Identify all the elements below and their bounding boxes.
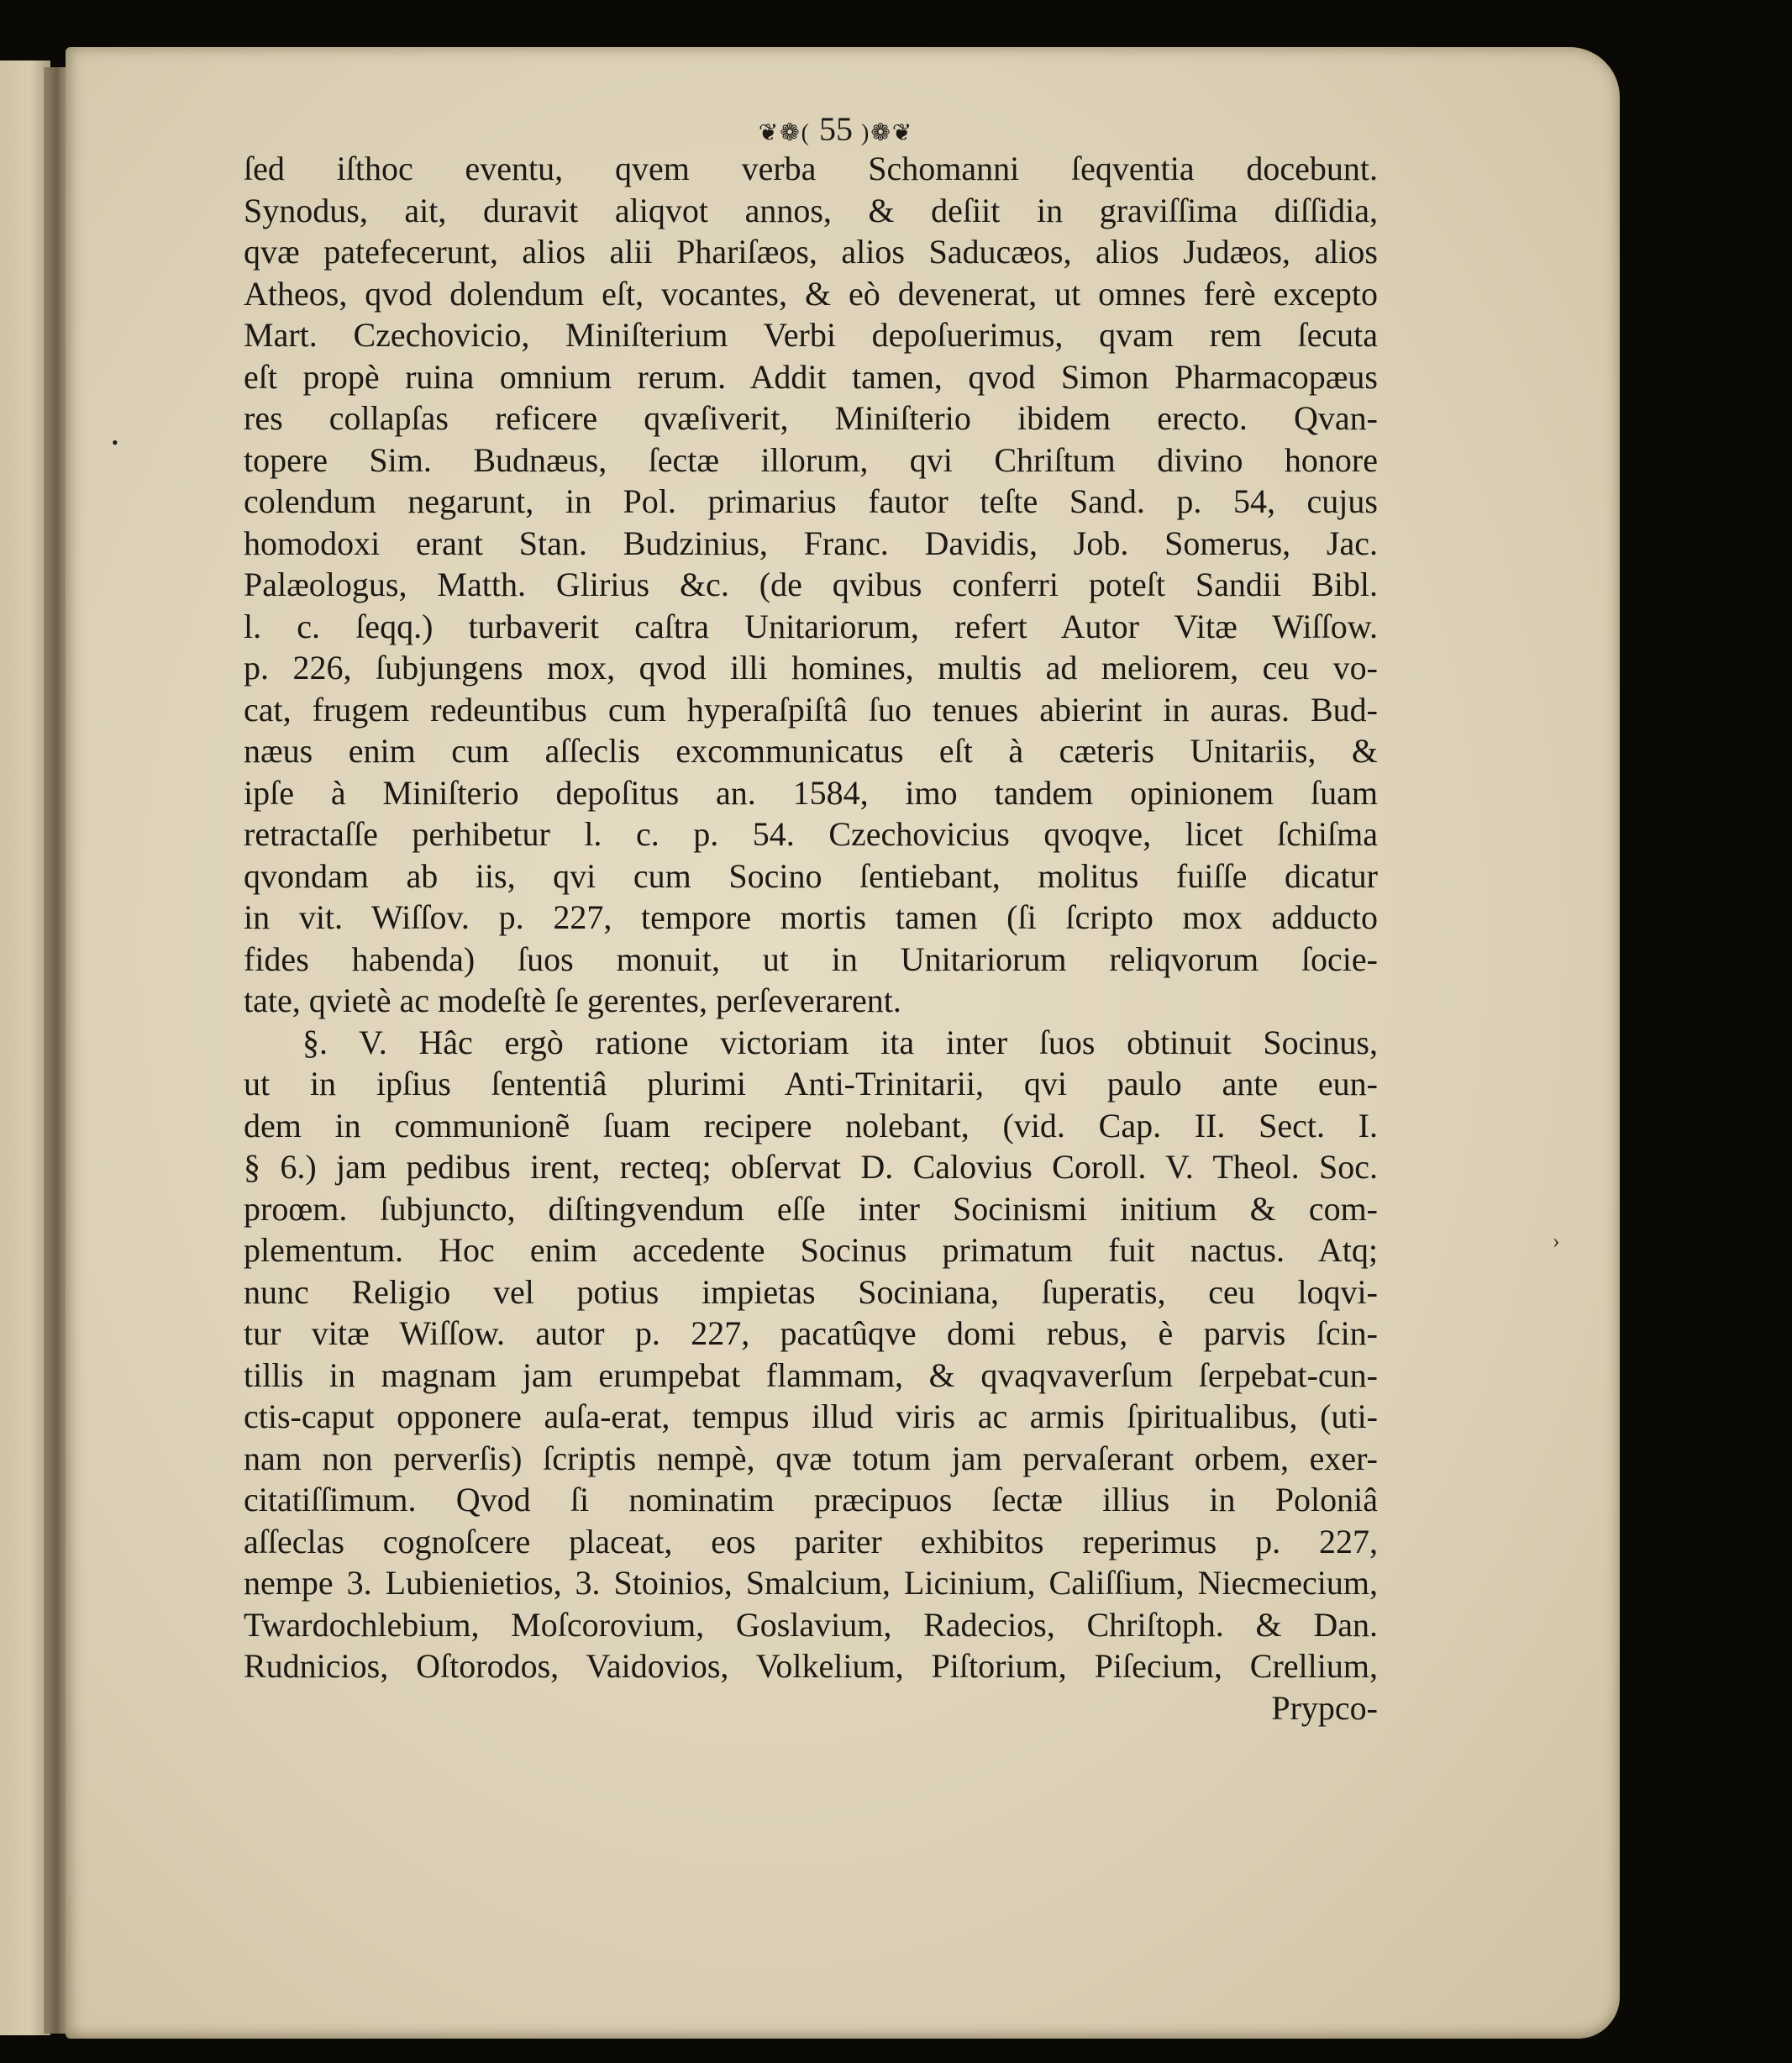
text-line: Atheos, qvod dolendum eſt, vocantes, & eò devenerat, ut omnes ferè excepto: [244, 274, 1378, 313]
section-heading-line: §. V. Hâc ergò ratione victoriam ita inter ſuos obtinuit Socinus,: [302, 1023, 1378, 1061]
text-line: ctis-caput opponere auſa-erat, tempus illud viris ac armis ſpiritualibus, (uti-: [244, 1397, 1378, 1435]
facing-page-edge: [0, 61, 50, 2035]
text-line: Synodus, ait, duravit aliqvot annos, & deſiit in graviſſima diſſidia,: [244, 191, 1378, 229]
text-line: næus enim cum aſſeclis excommunicatus eſt à cæteris Unitariis, &: [244, 732, 1378, 770]
text-line: nempe 3. Lubienietios, 3. Stoinios, Smalcium, Licinium, Caliſſium, Niecmecium,: [244, 1564, 1378, 1602]
text-line: p. 226, ſubjungens mox, qvod illi homines, multis ad meliorem, ceu vo-: [244, 649, 1378, 687]
text-line: fides habenda) ſuos monuit, ut in Unitariorum reliqvorum ſocie-: [244, 939, 1378, 978]
text-line: eſt propè ruina omnium rerum. Addit tamen, qvod Simon Pharmacopæus: [244, 357, 1378, 396]
text-line: citatiſſimum. Qvod ſi nominatim præcipuos ſectæ illius in Poloniâ: [244, 1481, 1378, 1518]
text-line: tur vitæ Wiſſow. autor p. 227, pacatûqve domi rebus, è parvis ſcin-: [244, 1314, 1378, 1352]
text-line: ſed iſthoc eventu, qvem verba Schomanni ſeqventia docebunt.: [244, 150, 1378, 187]
margin-dot: •: [112, 432, 118, 453]
text-line: proœm. ſubjuncto, diſtingvendum eſſe inter Socinismi initium & com-: [244, 1189, 1378, 1228]
text-line: aſſeclas cognoſcere placeat, eos pariter exhibitos reperimus p. 227,: [244, 1522, 1378, 1560]
text-line: l. c. ſeqq.) turbaverit caſtra Unitariorum, refert Autor Vitæ Wiſſow.: [244, 607, 1378, 645]
text-line: Twardochlebium, Moſcorovium, Goslavium, Radecios, Chriſtoph. & Dan.: [244, 1605, 1378, 1644]
text-line: qvondam ab iis, qvi cum Socino ſentiebant, molitus fuiſſe dicatur: [244, 856, 1378, 895]
page-number: 55: [819, 110, 853, 148]
text-line: qvæ patefecerunt, alios alii Phariſæos, alios Saducæos, alios Judæos, alios: [244, 233, 1378, 271]
text-line: res collapſas reficere qvæſiverit, Miniſterio ibidem erecto. Qvan-: [244, 399, 1378, 437]
text-line: retractaſſe perhibetur l. c. p. 54. Czechovicius qvoqve, licet ſchiſma: [244, 815, 1378, 853]
text-line: dem in communionẽ ſuam recipere nolebant, (vid. Cap. II. Sect. I.: [244, 1106, 1378, 1145]
text-line: § 6.) jam pedibus irent, recteq; obſervat D. Calovius Coroll. V. Theol. Soc.: [244, 1148, 1378, 1186]
text-line: Palæologus, Matth. Glirius &c. (de qvibus conferri poteſt Sandii Bibl.: [244, 566, 1378, 603]
text-line: Mart. Czechovicio, Miniſterium Verbi depoſuerimus, qvam rem ſecuta: [244, 316, 1378, 354]
text-line: tillis in magnam jam erumpebat flammam, & qvaqvaverſum ſerpebat-cun-: [244, 1355, 1378, 1394]
margin-mark: ›: [1553, 1229, 1560, 1253]
text-line: plementum. Hoc enim accedente Socinus primatum fuit nactus. Atq;: [244, 1231, 1378, 1269]
text-line: tate, qvietè ac modeſtè ſe gerentes, perſeverarent.: [244, 982, 901, 1019]
text-line: nunc Religio vel potius impietas Sociniana, ſuperatis, ceu loqvi-: [244, 1272, 1378, 1311]
catchword: Prypco-: [1271, 1688, 1378, 1727]
body-text: [244, 148, 1378, 1729]
text-line: cat, frugem redeuntibus cum hyperaſpiſtâ ſuo tenues abierint in auras. Bud-: [244, 690, 1378, 729]
text-line: topere Sim. Budnæus, ſectæ illorum, qvi Chriſtum divino honore: [244, 440, 1378, 479]
text-line: nam non perverſis) ſcriptis nempè, qvæ totum jam pervaſerant orbem, exer-: [244, 1439, 1378, 1477]
page-header: [697, 109, 975, 149]
header-ornament-right: )❁❦: [861, 119, 914, 146]
text-line: colendum negarunt, in Pol. primarius fautor teſte Sand. p. 54, cujus: [244, 482, 1378, 520]
text-line: ipſe à Miniſterio depoſitus an. 1584, imo tandem opinionem ſuam: [244, 773, 1378, 812]
text-line: homodoxi erant Stan. Budzinius, Franc. Davidis, Job. Somerus, Jac.: [244, 524, 1378, 562]
text-line: in vit. Wiſſov. p. 227, tempore mortis tamen (ſi ſcripto mox adducto: [244, 898, 1378, 936]
header-ornament-left: ❦❁(: [758, 119, 811, 146]
text-line: ut in ipſius ſententiâ plurimi Anti-Trinitarii, qvi paulo ante eun-: [244, 1065, 1378, 1103]
text-line: Rudnicios, Oſtorodos, Vaidovios, Volkelium, Piſtorium, Piſecium, Crellium,: [244, 1647, 1378, 1685]
